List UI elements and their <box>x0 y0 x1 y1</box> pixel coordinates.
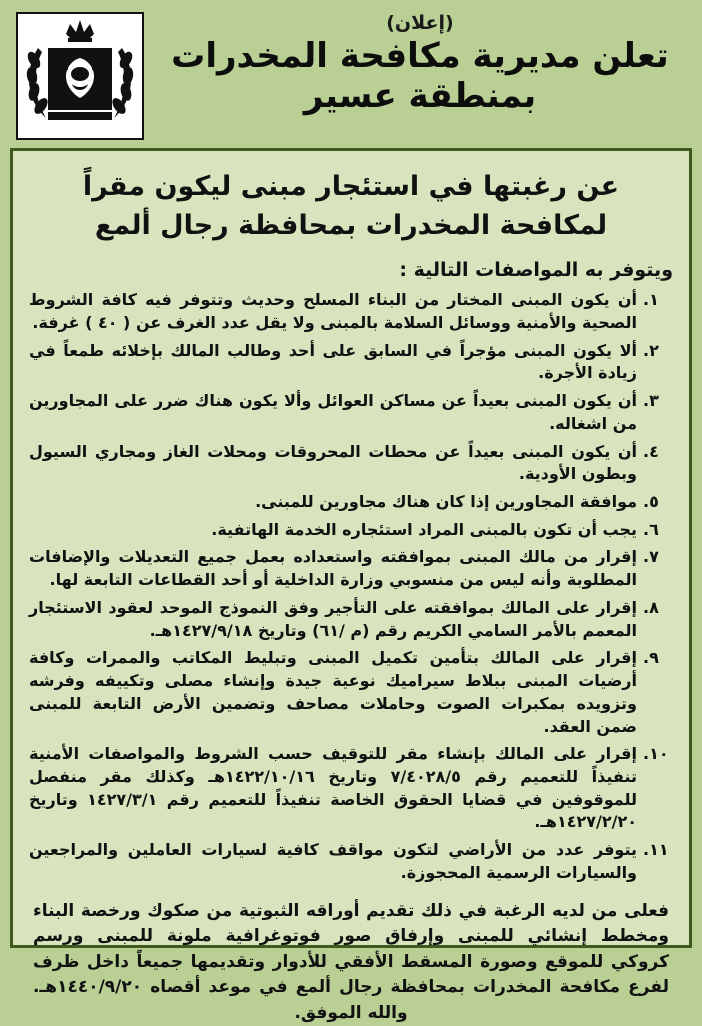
list-item-text: أن يكون المبنى بعيداً عن مساكن العوائل وألا يكون هناك ضرر على المجاورين من اشغاله. <box>29 391 637 433</box>
specifications-list <box>29 289 673 884</box>
list-item-number: ٢. <box>643 340 659 360</box>
page-header <box>10 8 692 148</box>
list-item-text: إقرار على المالك بتأمين تكميل المبنى وتبليط المكاتب والممرات وكافة أرضيات المبنى ببلاط سيراميك نوعية جيدة وإنشاء مصلى وتكييفه وفرشه وتزويده بمكبرات الصوت وحاملات مصاحف وتضمين الأرض التابعة للمبنى ضمن العقد. <box>29 648 637 736</box>
list-item <box>29 546 673 591</box>
list-item-number: ٤. <box>643 441 659 461</box>
list-item <box>29 597 673 642</box>
list-item-number: ٧. <box>643 547 659 567</box>
list-item-text: إقرار من مالك المبنى بموافقته واستعداده بعمل جميع التعديلات والإضافات المطلوبة وأنه ليس من منسوبي وزارة الداخلية أو أحد القطاعات التابعة لها. <box>29 547 637 590</box>
footer-instructions: فعلى من لديه الرغبة في ذلك تقديم أوراقه الثبوتية من صكوك ورخصة البناء ومخطط إنشائي للمبنى وإرفاق صور فوتوغرافية ملونة للمبنى ورسم كروكي للموقع وصورة المسقط الأفقي للأدوار وتقديمها جميعاً داخل ظرف لفرع مكافحة المخدرات بمحافظة رجال ألمع في موعد أقصاه ١٤٤٠/٩/٢٠هـ. والله الموفق. <box>33 900 669 1023</box>
list-item-text: يجب أن تكون بالمبنى المراد استئجاره الخدمة الهاتفية. <box>211 519 637 539</box>
list-item-number: ٨. <box>643 597 659 617</box>
list-item-number: ٥. <box>643 492 659 512</box>
list-item <box>29 743 673 834</box>
subject-block <box>29 167 673 245</box>
list-item <box>29 491 673 514</box>
narcotics-control-emblem-icon <box>16 12 144 140</box>
list-item-number: ٣. <box>643 391 659 411</box>
list-item <box>29 289 673 334</box>
list-item-text: يتوفر عدد من الأراضي لتكون مواقف كافية لسيارات العاملين والمراجعين والسيارات الرسمية المحجوزة. <box>29 840 637 882</box>
list-item-text: ألا يكون المبنى مؤجراً في السابق على أحد وطالب المالك بإخلائه طمعاً في زيادة الأجرة. <box>29 340 637 383</box>
list-item-number: ١٠. <box>643 744 669 764</box>
list-item <box>29 647 673 738</box>
list-item-text: أن يكون المبنى بعيداً عن محطات المحروقات ومحلات الغاز ومجاري السيول وبطون الأودية. <box>29 441 637 484</box>
list-item-text: إقرار على المالك بإنشاء مقر للتوقيف حسب الشروط والمواصفات الأمنية تنفيذاً للتعميم رقم ٧/٤٠٢٨/٥ وتاريخ ١٤٢٢/١٠/١٦هـ وكذلك مقر منفصل للموقوفين في قضايا الحقوق الخاصة تنفيذاً للتعميم رقم ١٤٢٧/٣/١ وتاريخ ١٤٢٧/٢/٢٠هـ. <box>29 744 638 832</box>
list-item <box>29 519 673 542</box>
subject-line-1: عن رغبتها في استئجار مبنى ليكون مقراً <box>82 171 620 202</box>
header-title-line-1: تعلن مديرية مكافحة المخدرات <box>171 36 669 76</box>
list-item-number: ١. <box>643 290 659 310</box>
list-item <box>29 340 673 385</box>
list-item-text: أن يكون المبنى المختار من البناء المسلح وحديث وتتوفر فيه كافة الشروط الصحية والأمنية ووسائل السلامة بالمبنى ولا يقل عدد الغرف عن ( ٤٠ ) غرفة. <box>29 290 637 332</box>
announcement-word: (إعلان) <box>386 12 454 34</box>
announcement-body <box>10 148 692 1023</box>
list-item <box>29 441 673 486</box>
list-item-text: موافقة المجاورين إذا كان هناك مجاورين للمبنى. <box>255 492 637 512</box>
header-title-line-2: بمنطقة عسير <box>303 76 537 117</box>
list-item-number: ٦. <box>643 519 659 539</box>
list-item <box>29 839 673 884</box>
subject-line-2: لمكافحة المخدرات بمحافظة رجال ألمع <box>94 210 608 242</box>
specifications-title: ويتوفر به المواصفات التالية : <box>399 259 673 282</box>
header-text-block <box>154 12 686 116</box>
list-item-number: ٩. <box>643 648 659 668</box>
list-item <box>29 390 673 435</box>
list-item-number: ١١. <box>643 840 669 860</box>
list-item-text: إقرار على المالك بموافقته على التأجير وفق النموذج الموحد لعقود الاستئجار المعمم بالأمر السامي الكريم رقم (م /٦١) وتاريخ ١٤٢٧/٩/١٨هـ. <box>29 597 637 640</box>
